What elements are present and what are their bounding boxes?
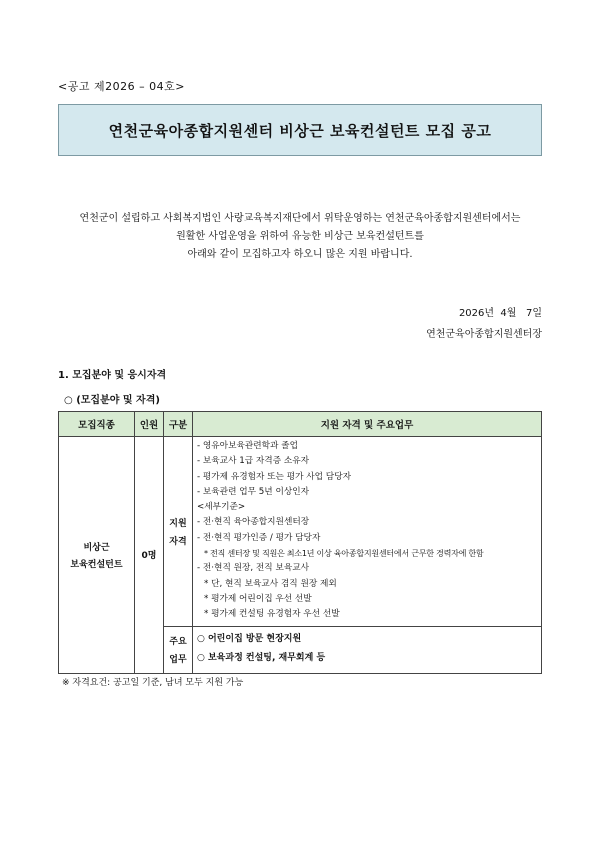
header-field: 모집직종 (59, 412, 135, 437)
qual-item: - 전·현직 평가인증 / 평가 담당자 (197, 532, 321, 543)
duty-item: ○ 보육과정 컨설팅, 재무회계 등 (197, 652, 326, 663)
qual-item: - 평가제 유경험자 또는 평가 사업 담당자 (197, 471, 351, 482)
duty-item: ○ 어린이집 방문 현장지원 (197, 633, 302, 644)
count-cell: 0명 (135, 437, 164, 674)
header-detail: 지원 자격 및 주요업무 (193, 412, 542, 437)
duty-label-cell (164, 626, 193, 673)
qual-label-cell (164, 437, 193, 627)
title-box (58, 104, 542, 156)
recruitment-table (58, 411, 542, 674)
table-row-qualifications (59, 437, 542, 627)
qual-item: <세부기준> (197, 502, 246, 513)
issuer-name: 연천군육아종합지원센터장 (426, 329, 542, 340)
page-title: 연천군육아종합지원센터 비상근 보육컨설턴트 모집 공고 (108, 121, 492, 140)
field-line-1: 비상근 (83, 542, 110, 553)
field-cell (59, 437, 135, 674)
qual-item: - 영유아보육관련학과 졸업 (197, 441, 298, 451)
qual-item: * 단, 현직 보육교사 겸직 원장 제외 (204, 578, 337, 589)
qual-label-1: 지원 (169, 518, 187, 529)
header-category: 구분 (164, 412, 193, 437)
duty-label-2: 업무 (169, 655, 187, 666)
intro-line-3: 아래와 같이 모집하고자 하오니 많은 지원 바랍니다. (187, 249, 413, 260)
qual-item: * 평가제 어린이집 우선 선발 (204, 593, 312, 604)
qual-item: * 평가제 컨설팅 유경험자 우선 선발 (204, 609, 340, 620)
sub-heading: ○ (모집분야 및 자격) (64, 395, 160, 406)
qual-item: - 전·현직 육아종합지원센터장 (197, 517, 310, 528)
qual-item: - 보육교사 1급 자격증 소유자 (197, 456, 310, 467)
qual-item: * 전직 센터장 및 직원은 최소1년 이상 육아종합지원센터에서 근무한 경력자에 한함 (204, 548, 484, 559)
qual-item: - 보육관련 업무 5년 이상인자 (197, 486, 310, 497)
header-count: 인원 (135, 412, 164, 437)
qualifications-cell (193, 437, 542, 627)
footnote: ※ 자격요건: 공고일 기준, 남녀 모두 지원 가능 (62, 678, 244, 688)
duties-cell (193, 626, 542, 673)
intro-line-1: 연천군이 설립하고 사회복지법인 사랑교육복지재단에서 위탁운영하는 연천군육아종합지원센터에서는 (79, 213, 521, 224)
field-line-2: 보육컨설턴트 (70, 559, 123, 570)
table-header-row (59, 412, 542, 437)
qual-label-2: 자격 (169, 536, 187, 547)
qual-item: - 전·현직 원장, 전직 보육교사 (197, 563, 310, 574)
notice-number: <공고 제2026 – 04호> (58, 80, 185, 93)
intro-line-2: 원활한 사업운영을 위하여 유능한 비상근 보육컨설턴트를 (176, 231, 424, 242)
section-heading: 1. 모집분야 및 응시자격 (58, 370, 167, 381)
notice-date: 2026년 4월 7일 (458, 308, 542, 319)
duty-label-1: 주요 (169, 637, 187, 648)
